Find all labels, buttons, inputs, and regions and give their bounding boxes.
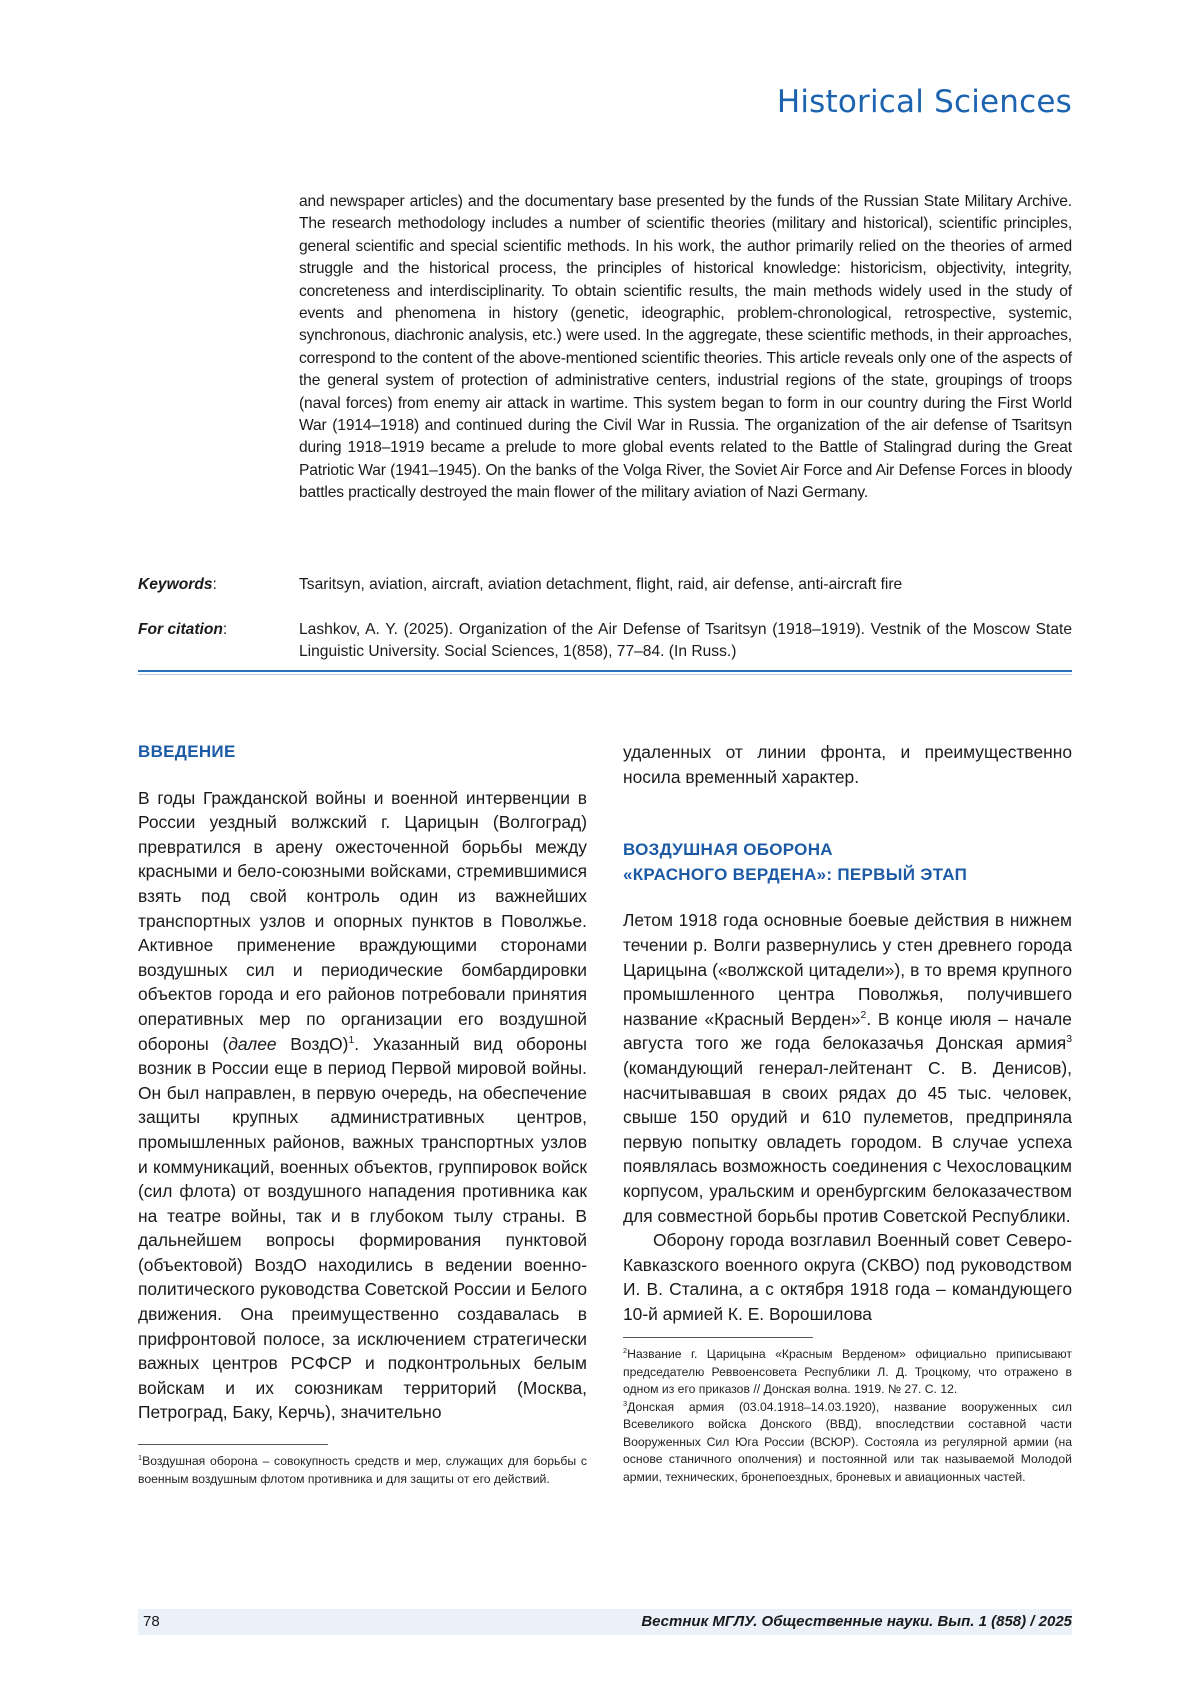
body-paragraph-1 xyxy=(623,908,1072,1228)
footnote-1-number: 1 xyxy=(138,1452,143,1462)
footnote-3-text: Донская армия (03.04.1918–14.03.1920), название вооруженных сил Всевеликого войска Донского (ВВД), впоследствии составной части Вооруженных Сил Юга России (ВСЮР). Состояла из регулярной армии (на основе станичного ополчения) и постоянной или так называемой Молодой армии, технических, бронепоездных, броневых и авиационных частей. xyxy=(623,1399,1072,1484)
citation-colon: : xyxy=(222,621,228,638)
continuation-paragraph: удаленных от линии фронта, и преимущественно носила временный характер. xyxy=(623,742,1072,787)
keywords-label-text: Keywords xyxy=(138,576,213,593)
citation-label xyxy=(138,619,227,641)
footnote-3 xyxy=(623,1399,1072,1487)
section-heading-line2: «КРАСНОГО ВЕРДЕНА»: ПЕРВЫЙ ЭТАП xyxy=(623,864,968,884)
intro-paragraph xyxy=(138,786,587,1425)
journal-title: Вестник МГЛУ. Общественные науки. Вып. 1 (858) / 2025 xyxy=(641,1613,1072,1630)
keywords-text: Tsaritsyn, aviation, aircraft, aviation detachment, flight, raid, air defense, anti-aircraft fire xyxy=(299,576,903,593)
citation-text: Lashkov, A. Y. (2025). Organization of the Air Defense of Tsaritsyn (1918–1919). Vestnik of the Moscow State Linguistic University. Social Sciences, 1(858), 77–84. (In Russ.) xyxy=(299,621,1072,661)
abstract-divider xyxy=(138,670,1072,672)
section-header-title: Historical Sciences xyxy=(776,84,1072,120)
footnote-1 xyxy=(138,1453,587,1488)
footnote-ref-3: 3 xyxy=(1066,1034,1072,1046)
footnote-1-text: Воздушная оборона – совокупность средств и мер, служащих для борьбы с военным воздушным флотом противника и для защиты от его действий. xyxy=(138,1454,587,1486)
page-number: 78 xyxy=(143,1613,160,1630)
right-column xyxy=(623,740,1072,1486)
citation-label-text: For citation xyxy=(138,621,223,638)
section-heading-introduction: ВВЕДЕНИЕ xyxy=(138,742,236,761)
left-column xyxy=(138,740,587,1488)
keywords-label xyxy=(138,574,217,596)
intro-paragraph-italic: далее xyxy=(228,1033,277,1054)
footnote-ref-1: 1 xyxy=(348,1034,355,1046)
body-paragraph-1-part3: (командующий генерал-лейтенант С. В. Денисов), насчитывавшая в своих рядах до 45 тыс. человек, свыше 150 орудий и 610 пулеметов, предприняла первую попытку овладеть городом. В случае успеха появлялась возможность соединения с Чехословацким корпусом, уральским и оренбургским белоказачеством для совместной борьбы против Советской Республики. xyxy=(623,1057,1072,1226)
section-heading-line1: ВОЗДУШНАЯ ОБОРОНА xyxy=(623,840,833,860)
abstract-divider-secondary xyxy=(138,674,1072,675)
section-heading-air-defense xyxy=(623,838,1072,887)
intro-paragraph-part3: . Указанный вид обороны возник в России еще в период Первой мировой войны. Он был направлен, в первую очередь, на обеспечение защиты крупных административных центров, промышленных районов, важных транспортных узлов и коммуникаций, военных объектов, группировок войск (сил флота) от воздушного нападения противника как на театре войны, так и в глубоком тылу страны. В дальнейшем вопросы формирования пунктовой (объектовой) ВоздО находились в ведении военно-политического руководства Советской России и Белого движения. Она преимущественно создавалась в прифронтовой полосе, за исключением стратегически важных центров РСФСР и подконтрольных белым войскам и их союзникам территорий (Москва, Петроград, Баку, Керчь), значительно xyxy=(138,1033,587,1423)
abstract-text: and newspaper articles) and the documentary base presented by the funds of the Russian State Military Archive. The research methodology includes a number of scientific theories (military and historical), scientific principles, general scientific and special scientific methods. In his work, the author primarily relied on the theories of armed struggle and the historical process, the principles of historical knowledge: historicism, objectivity, integrity, concreteness and interdisciplinarity. To obtain scientific results, the main methods widely used in the study of events and phenomena in history (genetic, ideographic, problem-chronological, retrospective, systemic, synchronous, diachronic analysis, etc.) were used. In the aggregate, these scientific methods, in their approaches, correspond to the content of the above-mentioned scientific theories. This article reveals only one of the aspects of the general system of protection of administrative centers, industrial regions of the state, groupings of troops (naval forces) from enemy air attack in wartime. This system began to form in our country during the First World War (1914–1918) and continued during the Civil War in Russia. The organization of the air defense of Tsaritsyn during 1918–1919 became a prelude to more global events related to the Battle of Stalingrad during the Great Patriotic War (1941–1945). On the banks of the Volga River, the Soviet Air Force and Air Defense Forces in bloody battles practically destroyed the main flower of the military aviation of Nazi Germany. xyxy=(299,193,1072,502)
intro-paragraph-part2: ВоздО) xyxy=(276,1033,349,1054)
footnote-3-number: 3 xyxy=(623,1398,628,1408)
footnote-ref-2: 2 xyxy=(860,1009,867,1021)
footnote-2 xyxy=(623,1346,1072,1399)
footnote-2-number: 2 xyxy=(623,1346,628,1356)
footnote-2-text: Название г. Царицына «Красным Верденом» официально приписывают председателю Реввоенсовета Республики Л. Д. Троцкому, что отражено в одном из его приказов // Донская волна. 1919. № 27. С. 12. xyxy=(623,1347,1072,1397)
body-paragraph-1-part2: . В конце июля – начале августа того же года белоказачья Донская армия xyxy=(623,1008,1072,1054)
keywords-colon: : xyxy=(212,576,217,593)
intro-paragraph-part1: В годы Гражданской войны и военной интервенции в России уездный волжский г. Царицын (Волгоград) превратился в арену ожесточенной борьбы между красными и бело-союзными войсками, стремившимися взять под свой контроль один из важнейших транспортных узлов и опорных пунктов в Поволжье. Активное применение враждующими сторонами воздушных сил и периодические бомбардировки объектов города и его районов потребовали принятия оперативных мер по организации его воздушной обороны ( xyxy=(138,787,587,1054)
body-paragraph-2: Оборону города возглавил Военный совет Северо-Кавказского военного округа (СКВО) под руководством И. В. Сталина, а с октября 1918 года – командующего 10-й армией К. Е. Ворошилова xyxy=(623,1230,1072,1324)
body-paragraph-1-part1: Летом 1918 года основные боевые действия в нижнем течении р. Волги развернулись у стен древнего города Царицына («волжской цитадели»), в то время крупного промышленного центра Поволжья, получившего название «Красный Верден» xyxy=(623,910,1072,1029)
